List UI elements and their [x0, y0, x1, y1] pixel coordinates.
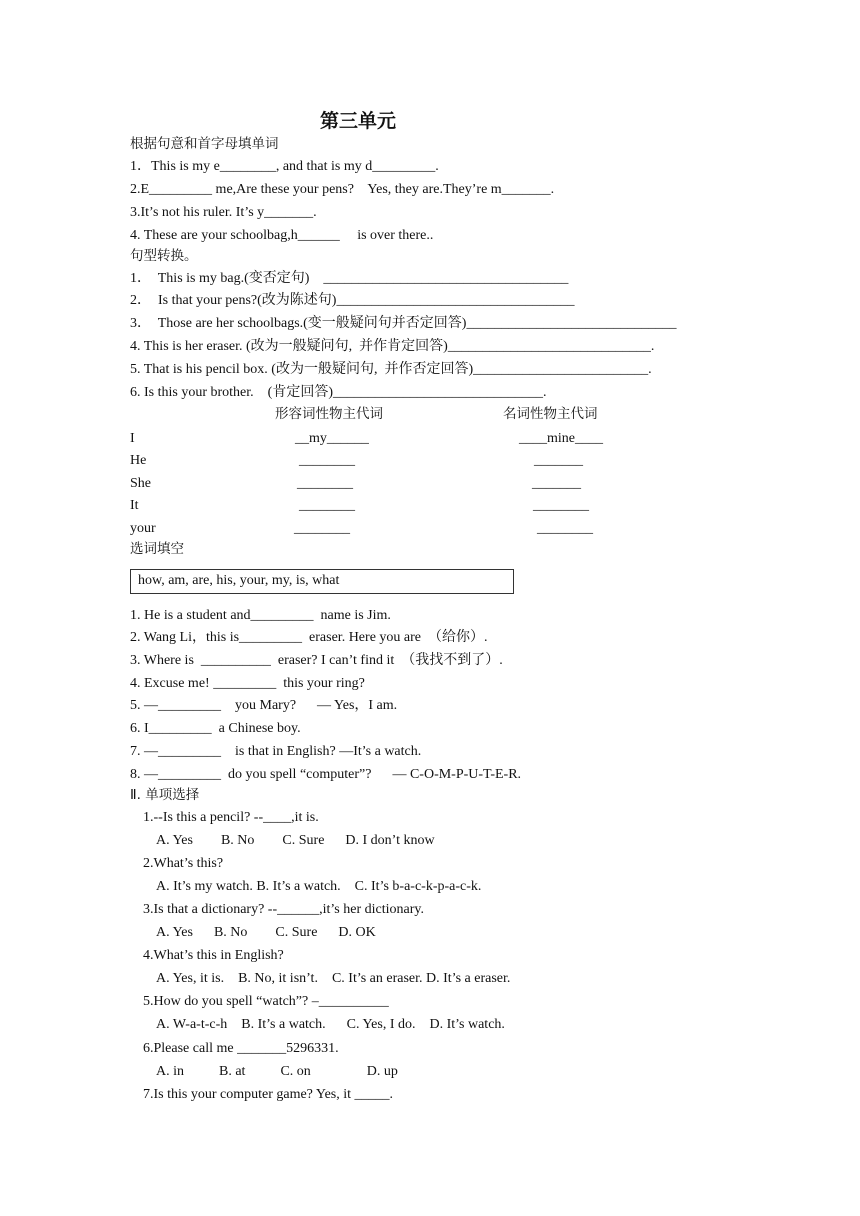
section1-item: 1．This is my e________, and that is my d_________.	[130, 159, 439, 174]
question-text: 2.What’s this?	[143, 856, 224, 871]
question-options: A. W-a-t-c-h B. It’s a watch. C. Yes, I do. D. It’s watch.	[156, 1017, 505, 1032]
table-subject: It	[130, 498, 139, 513]
section2-item: 3． Those are her schoolbags.(变一般疑问句并否定回答)______________________________	[130, 316, 677, 331]
section3-item: 2. Wang Li，this is_________ eraser. Here you are （给你）.	[130, 630, 488, 645]
section4-heading: Ⅱ. 单项选择	[130, 787, 200, 803]
question-options: A. in B. at C. on D. up	[156, 1064, 398, 1079]
question-text: 5.How do you spell “watch”? –__________	[143, 994, 389, 1009]
section1-item: 3.It’s not his ruler. It’s y_______.	[130, 205, 317, 220]
table-noun-cell: _______	[534, 453, 583, 468]
question-options: A. Yes B. No C. Sure D. I don’t know	[156, 833, 435, 848]
section2-item: 1． This is my bag.(变否定句) ___________________________________	[130, 271, 569, 286]
question-options: A. Yes B. No C. Sure D. OK	[156, 925, 376, 940]
section3-item: 6. I_________ a Chinese boy.	[130, 721, 301, 736]
table-adjective-cell: ________	[297, 476, 353, 491]
question-text: 4.What’s this in English?	[143, 948, 284, 963]
table-subject: your	[130, 521, 156, 536]
table-noun-cell: ________	[537, 521, 593, 536]
table-subject: He	[130, 453, 147, 468]
table-subject: She	[130, 476, 151, 491]
section2-item: 4. This is her eraser. (改为一般疑问句, 并作肯定回答)_____________________________.	[130, 339, 655, 354]
question-text: 3.Is that a dictionary? --______,it’s her dictionary.	[143, 902, 424, 917]
section2-heading: 句型转换。	[130, 248, 198, 264]
section3-item: 3. Where is __________ eraser? I can’t find it （我找不到了）.	[130, 653, 503, 668]
table-adjective-cell: ________	[299, 498, 355, 513]
section1-item: 4. These are your schoolbag,h______ is over there..	[130, 228, 434, 243]
section1-heading: 根据句意和首字母填单词	[130, 136, 279, 152]
section3-item: 4. Excuse me! _________ this your ring?	[130, 676, 365, 691]
table-adjective-cell: __my______	[295, 431, 369, 446]
section3-item: 1. He is a student and_________ name is Jim.	[130, 608, 391, 623]
question-options: A. Yes, it is. B. No, it isn’t. C. It’s an eraser. D. It’s a eraser.	[156, 971, 511, 986]
table-noun-cell: ________	[533, 498, 589, 513]
question-options: A. It’s my watch. B. It’s a watch. C. It’s b-a-c-k-p-a-c-k.	[156, 879, 482, 894]
section3-item: 7. —_________ is that in English? —It’s a watch.	[130, 744, 422, 759]
question-text: 6.Please call me _______5296331.	[143, 1041, 339, 1056]
table-noun-cell: ____mine____	[519, 431, 603, 446]
section1-item: 2.E_________ me,Are these your pens? Yes, they are.They’re m_______.	[130, 182, 555, 197]
word-bank-box	[130, 569, 514, 594]
table-header-noun: 名词性物主代词	[503, 406, 598, 422]
table-adjective-cell: ________	[294, 521, 350, 536]
page-title: 第三单元	[320, 110, 397, 132]
table-header-adjective: 形容词性物主代词	[275, 406, 383, 422]
question-text: 7.Is this your computer game? Yes, it _____.	[143, 1087, 394, 1102]
section3-item: 8. —_________ do you spell “computer”? — C-O-M-P-U-T-E-R.	[130, 767, 522, 782]
section2-item: 5. That is his pencil box. (改为一般疑问句, 并作否定回答)_________________________.	[130, 362, 652, 377]
section2-item: 2． Is that your pens?(改为陈述句)__________________________________	[130, 293, 575, 308]
section2-item: 6. Is this your brother. (肯定回答)______________________________.	[130, 385, 547, 400]
table-adjective-cell: ________	[299, 453, 355, 468]
table-noun-cell: _______	[532, 476, 581, 491]
section3-heading: 选词填空	[130, 541, 184, 557]
word-bank-text: how, am, are, his, your, my, is, what	[138, 573, 340, 588]
section3-item: 5. —_________ you Mary? — Yes，I am.	[130, 698, 398, 713]
table-subject: I	[130, 431, 135, 446]
question-text: 1.--Is this a pencil? --____,it is.	[143, 810, 319, 825]
